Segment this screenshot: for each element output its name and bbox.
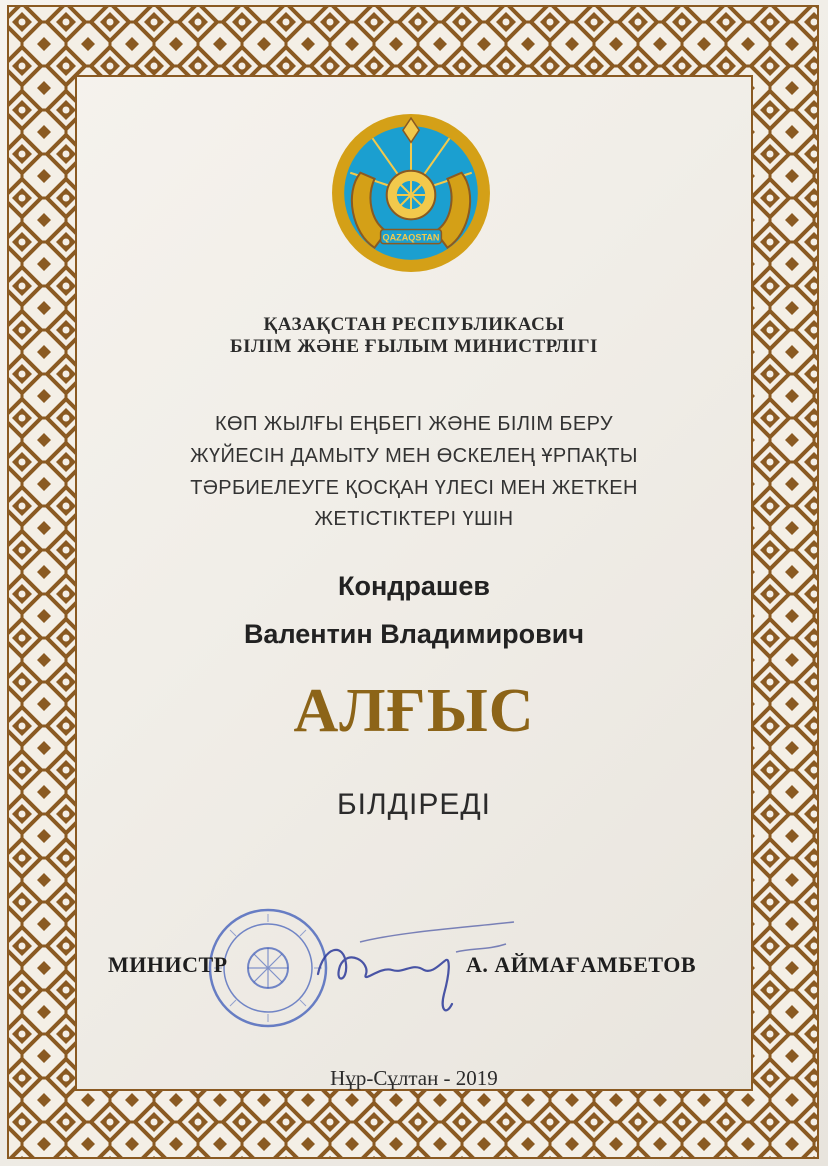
reason-line-3: ТӘРБИЕЛЕУГЕ ҚОСҚАН ҮЛЕСІ МЕН ЖЕТКЕН: [190, 477, 638, 499]
signatory-name: А. АЙМАҒАМБЕТОВ: [466, 952, 697, 977]
reason-line-2: ЖҮЙЕСІН ДАМЫТУ МЕН ӨСКЕЛЕҢ ҰРПАҚТЫ: [190, 445, 638, 467]
state-emblem: [330, 112, 492, 274]
ministry-line-1: ҚАЗАҚСТАН РЕСПУБЛИКАСЫ: [263, 314, 565, 335]
signatory-position: МИНИСТР: [108, 952, 228, 977]
reason-line-1: КӨП ЖЫЛҒЫ ЕҢБЕГІ ЖӘНЕ БІЛІМ БЕРУ: [214, 413, 614, 435]
award-verb: БІЛДІРЕДІ: [336, 788, 492, 821]
place-date: Нұр-Сұлтан - 2019: [330, 1066, 498, 1090]
recipient-surname: Кондрашев: [337, 571, 491, 601]
reason-line-4: ЖЕТІСТІКТЕРІ ҮШІН: [314, 508, 514, 530]
emblem-caption: QAZAQSTAN: [382, 232, 440, 243]
award-title: АЛҒЫС: [293, 677, 535, 745]
recipient-given-names: Валентин Владимирович: [243, 619, 585, 649]
ministry-line-2: БІЛІМ ЖӘНЕ ҒЫЛЫМ МИНИСТРЛІГІ: [230, 336, 598, 357]
